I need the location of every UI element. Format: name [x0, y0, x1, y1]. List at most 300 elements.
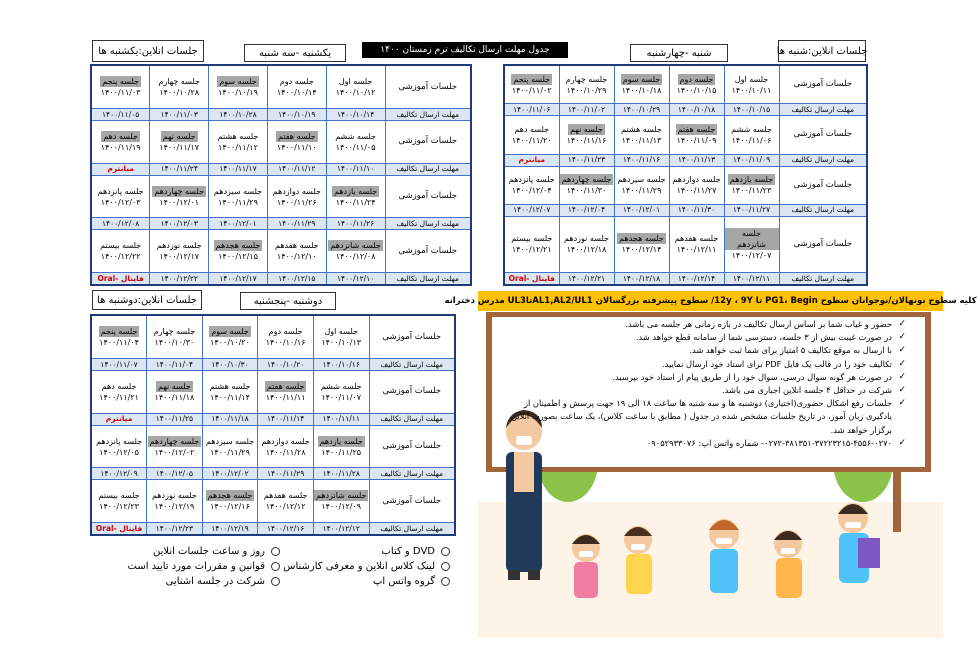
session-date: ۱۴۰۰/۱۲/۱۵	[218, 252, 258, 262]
rule-item: ✓ جلسات رفع اشکال حضوری(اختیاری) دوشنبه ها و سه شنبه ها ساعت ۱۸ الی ۱۹ جهت پرسش و اطمینان از یادگیری زبان آموز، در تاریخ جلسات مشخص شده در جدول ( مطابق با ساعت کلاس)، یک ساعت بصورت آنلاین برگزار خواهد شد.	[496, 397, 906, 437]
deadline-cell: ۱۴۰۰/۱۲/۰۷	[504, 204, 559, 216]
session-date: ۱۴۰۰/۱۲/۱۱	[676, 245, 717, 255]
session-date: ۱۴۰۰/۱۰/۲۸	[159, 88, 200, 98]
session-date: ۱۴۰۰/۱۱/۰۹	[676, 135, 717, 145]
deadline-cell: ۱۴۰۰/۱۲/۱۷	[209, 273, 268, 286]
session-name: جلسه پنجم	[513, 74, 551, 84]
session-name: جلسه پنجم	[100, 327, 138, 337]
sessions-row	[504, 65, 867, 104]
session-name: جلسه ششم	[731, 124, 772, 134]
session-cell	[150, 175, 209, 218]
session-name: جلسه هشتم	[621, 124, 662, 134]
session-date: ۱۴۰۰/۱۱/۲۳	[731, 186, 772, 196]
session-cell	[147, 425, 203, 468]
session-name: جلسه پانزدهم	[97, 186, 144, 196]
row-label-deadline: مهلت ارسال تکالیف	[385, 163, 471, 175]
session-cell	[669, 65, 724, 104]
session-cell	[313, 480, 369, 523]
row-label-deadline: مهلت ارسال تکالیف	[369, 468, 455, 480]
session-cell	[91, 175, 150, 218]
session-name: جلسه هفدهم	[263, 491, 308, 501]
session-cell	[326, 65, 385, 109]
session-name: جلسه بیستم	[511, 234, 553, 244]
session-cell	[147, 315, 203, 359]
row-label-sessions: جلسات آموزشی	[369, 315, 455, 359]
session-name: جلسه دهم	[514, 124, 550, 134]
deadline-row	[91, 218, 471, 230]
session-name: جلسه هفتم	[278, 131, 316, 141]
row-label-sessions: جلسات آموزشی	[385, 65, 471, 109]
session-name: جلسه دهم	[101, 381, 137, 391]
deadline-cell: ۱۴۰۰/۱۲/۰۹	[91, 468, 147, 480]
row-label-deadline: مهلت ارسال تکالیف	[369, 413, 455, 425]
session-date: ۱۴۰۰/۱۰/۱۸	[621, 85, 662, 95]
session-cell	[209, 121, 268, 164]
session-date: ۱۴۰۰/۱۲/۱۰	[276, 252, 317, 262]
deadline-cell: ۱۴۰۰/۱۱/۱۶	[614, 154, 669, 166]
session-name: جلسه سوم	[622, 74, 661, 84]
session-name: جلسه سیزدهم	[617, 175, 666, 185]
session-name: جلسه اول	[734, 74, 769, 84]
session-date: ۱۴۰۰/۱۱/۱۲	[218, 142, 258, 152]
session-date: ۱۴۰۰/۱۱/۱۹	[100, 142, 141, 152]
deadline-cell: میانترم	[91, 413, 147, 425]
session-cell	[91, 65, 150, 109]
session-name: جلسه چهارم	[158, 77, 200, 87]
session-date: ۱۴۰۰/۱۱/۲۸	[265, 447, 306, 457]
session-cell	[209, 65, 268, 109]
session-date: ۱۴۰۰/۱۱/۰۶	[731, 135, 772, 145]
session-cell	[150, 230, 209, 273]
session-name: جلسه هفتم	[266, 381, 305, 391]
rule-item: ✓ حضور و غیاب شما بر اساس ارسال تکالیف در بازه زمانی هر جلسه می باشد.	[496, 318, 906, 331]
deadline-cell: ۱۴۰۰/۱۲/۰۳	[150, 218, 209, 230]
session-date: ۱۴۰۰/۱۲/۰۱	[159, 197, 200, 207]
row-label-sessions: جلسات آموزشی	[385, 121, 471, 164]
session-date: ۱۴۰۰/۱۲/۰۳	[100, 197, 141, 207]
session-date: ۱۴۰۰/۱۲/۱۲	[265, 502, 306, 512]
deadline-cell: ۱۴۰۰/۱۲/۱۹	[202, 523, 258, 536]
row-label-sessions: جلسات آموزشی	[369, 425, 455, 468]
deadline-row	[504, 204, 867, 216]
session-cell	[326, 230, 385, 273]
session-date: ۱۴۰۰/۱۲/۱۴	[621, 245, 662, 255]
deadline-cell: ۱۴۰۰/۱۱/۱۴	[258, 413, 314, 425]
deadline-cell: ۱۴۰۰/۱۱/۲۴	[150, 163, 209, 175]
session-cell	[202, 315, 258, 359]
session-date: ۱۴۰۰/۱۱/۰۲	[511, 85, 552, 95]
session-name: جلسه دوم	[279, 77, 314, 87]
session-name: جلسه هجدهم	[619, 234, 664, 244]
row-label-sessions: جلسات آموزشی	[779, 116, 867, 154]
deadline-cell: ۱۴۰۰/۱۰/۲۰	[258, 359, 314, 371]
rule-item: ✓ شرکت در حداقل ۴ جلسه انلاین اجباری می باشد.	[496, 384, 906, 397]
session-date: ۱۴۰۰/۱۲/۲۳	[99, 502, 139, 512]
session-cell	[258, 371, 314, 414]
session-date: ۱۴۰۰/۱۱/۲۰	[511, 135, 552, 145]
session-cell	[267, 65, 326, 109]
session-date: ۱۴۰۰/۱۰/۱۴	[276, 88, 317, 98]
session-cell	[559, 216, 614, 272]
session-date: ۱۴۰۰/۱۱/۱۰	[276, 142, 317, 152]
deadline-cell: ۱۴۰۰/۱۲/۱۲	[313, 523, 369, 536]
rule-item: ✓ در صورت هر گونه سوال درسی، سوال خود را از طریق پیام از استاد خود بپرسید.	[496, 371, 906, 384]
session-cell	[559, 65, 614, 104]
deadline-row	[91, 109, 471, 121]
session-cell	[614, 216, 669, 272]
session-name: جلسه چهارم	[565, 74, 608, 84]
legend-item: گروه واتس اپ	[290, 574, 450, 589]
session-cell	[209, 230, 268, 273]
label-days-sunday-tuesday: یکشنبه -سه شنبه	[244, 44, 346, 62]
label-days-monday-thursday: دوشنبه -پنجشنبه	[240, 292, 336, 310]
rule-item: ✓ در صورت غیبت بیش از ۳ جلسه، دسترسی شما از سامانه قطع خواهد شد.	[496, 331, 906, 344]
session-date: ۱۴۰۰/۱۲/۰۷	[731, 250, 772, 260]
session-date: ۱۴۰۰/۱۰/۱۲	[335, 88, 376, 98]
session-name: جلسه دوم	[268, 327, 303, 337]
session-name: جلسه ششم	[335, 131, 376, 141]
row-label-deadline: مهلت ارسال تکالیف	[385, 273, 471, 286]
row-label-deadline: مهلت ارسال تکالیف	[779, 273, 867, 286]
session-name: جلسه هشتم	[217, 131, 259, 141]
deadline-cell: ۱۴۰۰/۱۱/۰۲	[559, 104, 614, 116]
session-date: ۱۴۰۰/۱۰/۱۶	[265, 338, 306, 348]
session-date: ۱۴۰۰/۱۲/۲۲	[100, 252, 141, 262]
sessions-row	[91, 371, 455, 414]
deadline-cell: ۱۴۰۰/۱۰/۱۵	[724, 104, 779, 116]
session-date: ۱۴۰۰/۱۲/۱۹	[154, 502, 195, 512]
deadline-cell: ۱۴۰۰/۱۲/۰۴	[559, 204, 614, 216]
session-cell	[150, 65, 209, 109]
deadline-cell: ۱۴۰۰/۱۲/۲۳	[147, 523, 203, 536]
session-date: ۱۴۰۰/۱۲/۰۵	[99, 447, 139, 457]
session-cell	[202, 425, 258, 468]
session-cell	[209, 175, 268, 218]
session-date: ۱۴۰۰/۱۱/۲۴	[335, 197, 376, 207]
session-cell	[504, 216, 559, 272]
session-date: ۱۴۰۰/۱۱/۲۹	[621, 186, 662, 196]
session-name: جلسه بیستم	[100, 241, 142, 251]
session-cell	[614, 166, 669, 204]
session-cell	[559, 116, 614, 154]
session-date: ۱۴۰۰/۱۰/۱۳	[321, 338, 362, 348]
label-online-saturday: جلسات انلاین:شنبه ها	[778, 40, 866, 62]
sessions-row	[91, 230, 471, 273]
session-date: ۱۴۰۰/۱۲/۰۲	[154, 447, 195, 457]
session-cell	[267, 175, 326, 218]
rules-list	[496, 318, 906, 450]
deadline-cell: ۱۴۰۰/۱۲/۱۵	[267, 273, 326, 286]
session-name: جلسه سیزدهم	[213, 186, 263, 196]
deadline-cell: ۱۴۰۰/۱۰/۱۸	[669, 104, 724, 116]
rule-item: ✓ با ارسال به موقع تکالیف ۵ امتیاز برای شما ثبت خواهد شد.	[496, 344, 906, 357]
sessions-row	[91, 175, 471, 218]
session-name: جلسه شانزدهم	[315, 491, 367, 501]
session-name: جلسه یازدهم	[334, 186, 378, 196]
session-name: جلسه هجدهم	[207, 491, 253, 501]
deadline-cell: ۱۴۰۰/۱۱/۱۸	[202, 413, 258, 425]
session-cell	[724, 166, 779, 204]
session-date: ۱۴۰۰/۱۲/۰۹	[321, 502, 362, 512]
session-date: ۱۴۰۰/۱۱/۲۵	[321, 447, 362, 457]
deadline-cell: ۱۴۰۰/۱۱/۰۷	[91, 359, 147, 371]
page-title: جدول مهلت ارسال تکالیف ترم زمستان ۱۴۰۰	[362, 42, 568, 58]
deadline-cell: ۱۴۰۰/۱۰/۲۸	[209, 109, 268, 121]
row-label-sessions: جلسات آموزشی	[385, 175, 471, 218]
session-name: جلسه هفدهم	[275, 241, 319, 251]
row-label-sessions: جلسات آموزشی	[779, 216, 867, 272]
deadline-cell: میانترم	[504, 154, 559, 166]
session-name: جلسه نوزدهم	[156, 241, 202, 251]
deadline-cell: ۱۴۰۰/۱۰/۱۹	[267, 109, 326, 121]
session-date: ۱۴۰۰/۱۱/۱۴	[210, 392, 250, 402]
deadline-cell: ۱۴۰۰/۱۱/۲۷	[724, 204, 779, 216]
deadline-row	[91, 163, 471, 175]
session-date: ۱۴۰۰/۱۲/۱۸	[566, 245, 607, 255]
session-name: جلسه نوزدهم	[564, 234, 609, 244]
session-name: جلسه دوازدهم	[272, 186, 321, 196]
row-label-deadline: مهلت ارسال تکالیف	[385, 218, 471, 230]
session-cell	[504, 116, 559, 154]
deadline-row	[504, 273, 867, 286]
session-date: ۱۴۰۰/۱۲/۱۷	[159, 252, 200, 262]
session-name: جلسه سیزدهم	[205, 436, 255, 446]
row-label-deadline: مهلت ارسال تکالیف	[779, 204, 867, 216]
session-date: ۱۴۰۰/۱۰/۱۹	[218, 88, 258, 98]
deadline-cell: ۱۴۰۰/۱۱/۲۹	[267, 218, 326, 230]
session-name: جلسه هجدهم	[215, 241, 261, 251]
session-cell	[669, 166, 724, 204]
legend-item: شرکت در جلسه اشنایی	[90, 574, 280, 589]
deadline-cell: ۱۴۰۰/۱۱/۰۵	[91, 109, 150, 121]
deadline-cell: ۱۴۰۰/۱۱/۳۰	[669, 204, 724, 216]
deadline-cell: ۱۴۰۰/۱۱/۱۳	[669, 154, 724, 166]
session-cell	[258, 425, 314, 468]
deadline-cell: ۱۴۰۰/۱۰/۳۰	[202, 359, 258, 371]
row-label-sessions: جلسات آموزشی	[385, 230, 471, 273]
session-date: ۱۴۰۰/۱۱/۱۱	[265, 392, 306, 402]
deadline-cell: ۱۴۰۰/۱۱/۰۴	[147, 359, 203, 371]
deadline-cell: ۱۴۰۰/۱۲/۰۲	[202, 468, 258, 480]
session-cell	[724, 216, 779, 272]
deadline-row	[504, 154, 867, 166]
sessions-row	[91, 121, 471, 164]
deadline-cell: ۱۴۰۰/۱۲/۱۴	[669, 273, 724, 286]
session-name: جلسه اول	[338, 77, 373, 87]
deadline-cell: ۱۴۰۰/۱۲/۰۱	[614, 204, 669, 216]
legend-item: قوانین و مقررات مورد تایید است	[90, 559, 280, 574]
session-name: جلسه چهاردهم	[561, 175, 612, 185]
session-cell	[559, 166, 614, 204]
deadline-cell: ۱۴۰۰/۱۱/۱۰	[326, 163, 385, 175]
deadline-row	[91, 273, 471, 286]
session-name: جلسه بیستم	[98, 491, 140, 501]
session-cell	[504, 166, 559, 204]
session-name: جلسه هفتم	[677, 124, 716, 134]
session-cell	[91, 480, 147, 523]
sessions-row	[91, 480, 455, 523]
sessions-row	[91, 65, 471, 109]
deadline-cell: ۱۴۰۰/۱۰/۱۶	[313, 359, 369, 371]
session-cell	[91, 371, 147, 414]
session-cell	[267, 121, 326, 164]
session-name: جلسه چهاردهم	[149, 436, 200, 446]
rule-item: ✓ ۰۲۷۲-۳۸۱۳۵۱-۳۷۲۲۳۲۱۵-۴۵۵۶-۰۲۷۰- شماره واتس اپ: ۰۹۰۵۲۹۳۳۰۷۶	[496, 437, 906, 450]
deadline-cell: ۱۴۰۰/۱۰/۲۹	[614, 104, 669, 116]
session-cell	[313, 425, 369, 468]
legend-extra	[283, 544, 450, 589]
session-date: ۱۴۰۰/۱۱/۲۶	[276, 197, 317, 207]
session-cell	[669, 216, 724, 272]
sessions-row	[504, 166, 867, 204]
session-date: ۱۴۰۰/۱۰/۳۰	[154, 338, 195, 348]
deadline-cell: ۱۴۰۰/۱۲/۰۸	[91, 218, 150, 230]
session-name: جلسه دوم	[679, 74, 714, 84]
levels-banner: کلیه سطوح نونهالان/نوجوانان سطوح PG1، Begin تا 12y ، 9Y/ سطوح پیشرفته بزرگسالان AL1,AL2/UL1تاUL3 مدرس دخترانه	[478, 291, 943, 311]
session-cell	[724, 65, 779, 104]
session-cell	[614, 116, 669, 154]
session-date: ۱۴۰۰/۱۱/۱۶	[566, 135, 607, 145]
row-label-sessions: جلسات آموزشی	[779, 166, 867, 204]
session-date: ۱۴۰۰/۱۱/۲۷	[676, 186, 717, 196]
session-cell	[258, 315, 314, 359]
deadline-cell: فاینال -Oral	[504, 273, 559, 286]
session-cell	[202, 480, 258, 523]
session-cell	[313, 315, 369, 359]
deadline-cell: ۱۴۰۰/۱۱/۰۶	[504, 104, 559, 116]
session-name: جلسه پانزدهم	[508, 175, 555, 185]
deadline-cell: ۱۴۰۰/۱۱/۰۳	[150, 109, 209, 121]
deadline-cell: ۱۴۰۰/۱۲/۰۵	[147, 468, 203, 480]
session-name: جلسه نوزدهم	[151, 491, 197, 501]
deadline-row	[91, 523, 455, 536]
session-date: ۱۴۰۰/۱۱/۰۷	[321, 392, 362, 402]
schedule-table-monday	[90, 314, 456, 536]
label-days-saturday-wednesday: شنبه -چهارشنبه	[630, 44, 728, 62]
session-date: ۱۴۰۰/۱۰/۱۱	[731, 85, 772, 95]
deadline-cell: فاینال -Oral	[91, 273, 150, 286]
deadline-cell: ۱۴۰۰/۱۲/۱۸	[614, 273, 669, 286]
rule-item: ✓ تکالیف خود را در قالب یک فایل PDF برای استاد خود ارسال نمایید.	[496, 358, 906, 371]
session-name: جلسه شانزدهم	[725, 228, 779, 250]
session-name: جلسه اول	[324, 327, 358, 337]
session-date: ۱۴۰۰/۱۰/۱۵	[676, 85, 717, 95]
session-date: ۱۴۰۰/۱۱/۲۹	[210, 447, 250, 457]
session-cell	[150, 121, 209, 164]
session-date: ۱۴۰۰/۱۲/۲۱	[511, 245, 552, 255]
session-name: جلسه نهم	[162, 131, 196, 141]
schedule-table-sunday	[90, 64, 472, 286]
deadline-cell: ۱۴۰۰/۱۱/۱۱	[313, 413, 369, 425]
deadline-row	[91, 468, 455, 480]
session-cell	[91, 230, 150, 273]
session-cell	[669, 116, 724, 154]
session-date: ۱۴۰۰/۱۱/۳۰	[566, 186, 607, 196]
legend-item: DVD و کتاب	[290, 544, 450, 559]
deadline-cell: فاینال -Oral	[91, 523, 147, 536]
row-label-sessions: جلسات آموزشی	[369, 480, 455, 523]
session-date: ۱۴۰۰/۱۲/۰۴	[511, 186, 552, 196]
deadline-cell: ۱۴۰۰/۱۱/۱۷	[209, 163, 268, 175]
session-name: جلسه نهم	[158, 381, 191, 391]
deadline-cell: ۱۴۰۰/۱۰/۱۴	[326, 109, 385, 121]
session-name: جلسه یازدهم	[729, 175, 774, 185]
session-cell	[614, 65, 669, 104]
deadline-cell: ۱۴۰۰/۱۲/۲۲	[150, 273, 209, 286]
deadline-row	[504, 104, 867, 116]
deadline-cell: ۱۴۰۰/۱۱/۰۹	[724, 154, 779, 166]
session-name: جلسه یازدهم	[319, 436, 363, 446]
session-name: جلسه چهارم	[153, 327, 196, 337]
deadline-cell: ۱۴۰۰/۱۱/۱۲	[267, 163, 326, 175]
row-label-deadline: مهلت ارسال تکالیف	[779, 104, 867, 116]
deadline-cell: میانترم	[91, 163, 150, 175]
session-name: جلسه هشتم	[209, 381, 251, 391]
deadline-cell: ۱۴۰۰/۱۲/۱۱	[724, 273, 779, 286]
deadline-row	[91, 413, 455, 425]
session-date: ۱۴۰۰/۱۱/۰۳	[100, 88, 141, 98]
session-name: جلسه پانزدهم	[96, 436, 143, 446]
deadline-cell: ۱۴۰۰/۱۱/۲۸	[313, 468, 369, 480]
deadline-cell: ۱۴۰۰/۱۲/۱۰	[326, 273, 385, 286]
session-name: جلسه شانزدهم	[330, 241, 381, 251]
deadline-cell: ۱۴۰۰/۱۱/۲۹	[258, 468, 314, 480]
session-cell	[202, 371, 258, 414]
session-cell	[504, 65, 559, 104]
session-date: ۱۴۰۰/۱۲/۱۶	[210, 502, 250, 512]
deadline-cell: ۱۴۰۰/۱۲/۰۱	[209, 218, 268, 230]
session-name: جلسه دهم	[103, 131, 138, 141]
session-date: ۱۴۰۰/۱۱/۰۵	[335, 142, 376, 152]
session-date: ۱۴۰۰/۱۱/۰۴	[99, 338, 139, 348]
row-label-sessions: جلسات آموزشی	[369, 371, 455, 414]
schedule-table-saturday	[503, 64, 868, 286]
sessions-row	[504, 116, 867, 154]
session-name: جلسه ششم	[320, 381, 362, 391]
deadline-cell: ۱۴۰۰/۱۱/۲۶	[326, 218, 385, 230]
session-name: جلسه دوازدهم	[672, 175, 721, 185]
session-name: جلسه چهاردهم	[154, 186, 205, 196]
session-name: جلسه سوم	[211, 327, 249, 337]
legend-item: روز و ساعت جلسات انلاین	[90, 544, 280, 559]
session-date: ۱۴۰۰/۱۱/۱۸	[154, 392, 195, 402]
session-cell	[724, 116, 779, 154]
session-date: ۱۴۰۰/۱۲/۰۸	[335, 252, 376, 262]
session-cell	[258, 480, 314, 523]
session-date: ۱۴۰۰/۱۰/۲۰	[210, 338, 250, 348]
deadline-cell: ۱۴۰۰/۱۲/۲۱	[559, 273, 614, 286]
label-online-sunday: جلسات انلاین:یکشنبه ها	[92, 40, 204, 62]
sessions-row	[504, 216, 867, 272]
session-date: ۱۴۰۰/۱۱/۱۷	[159, 142, 200, 152]
deadline-row	[91, 359, 455, 371]
session-date: ۱۴۰۰/۱۰/۲۹	[566, 85, 607, 95]
session-cell	[313, 371, 369, 414]
sessions-row	[91, 425, 455, 468]
deadline-cell: ۱۴۰۰/۱۱/۲۳	[559, 154, 614, 166]
row-label-deadline: مهلت ارسال تکالیف	[779, 154, 867, 166]
session-cell	[326, 121, 385, 164]
session-name: جلسه پنجم	[102, 77, 139, 87]
session-cell	[91, 315, 147, 359]
row-label-deadline: مهلت ارسال تکالیف	[385, 109, 471, 121]
label-online-monday: جلسات انلاین:دوشنبه ها	[92, 290, 202, 310]
legend-right-column	[90, 544, 280, 589]
session-date: ۱۴۰۰/۱۱/۱۳	[621, 135, 662, 145]
deadline-cell: ۱۴۰۰/۱۲/۱۶	[258, 523, 314, 536]
deadline-cell: ۱۴۰۰/۱۱/۲۵	[147, 413, 203, 425]
row-label-deadline: مهلت ارسال تکالیف	[369, 359, 455, 371]
